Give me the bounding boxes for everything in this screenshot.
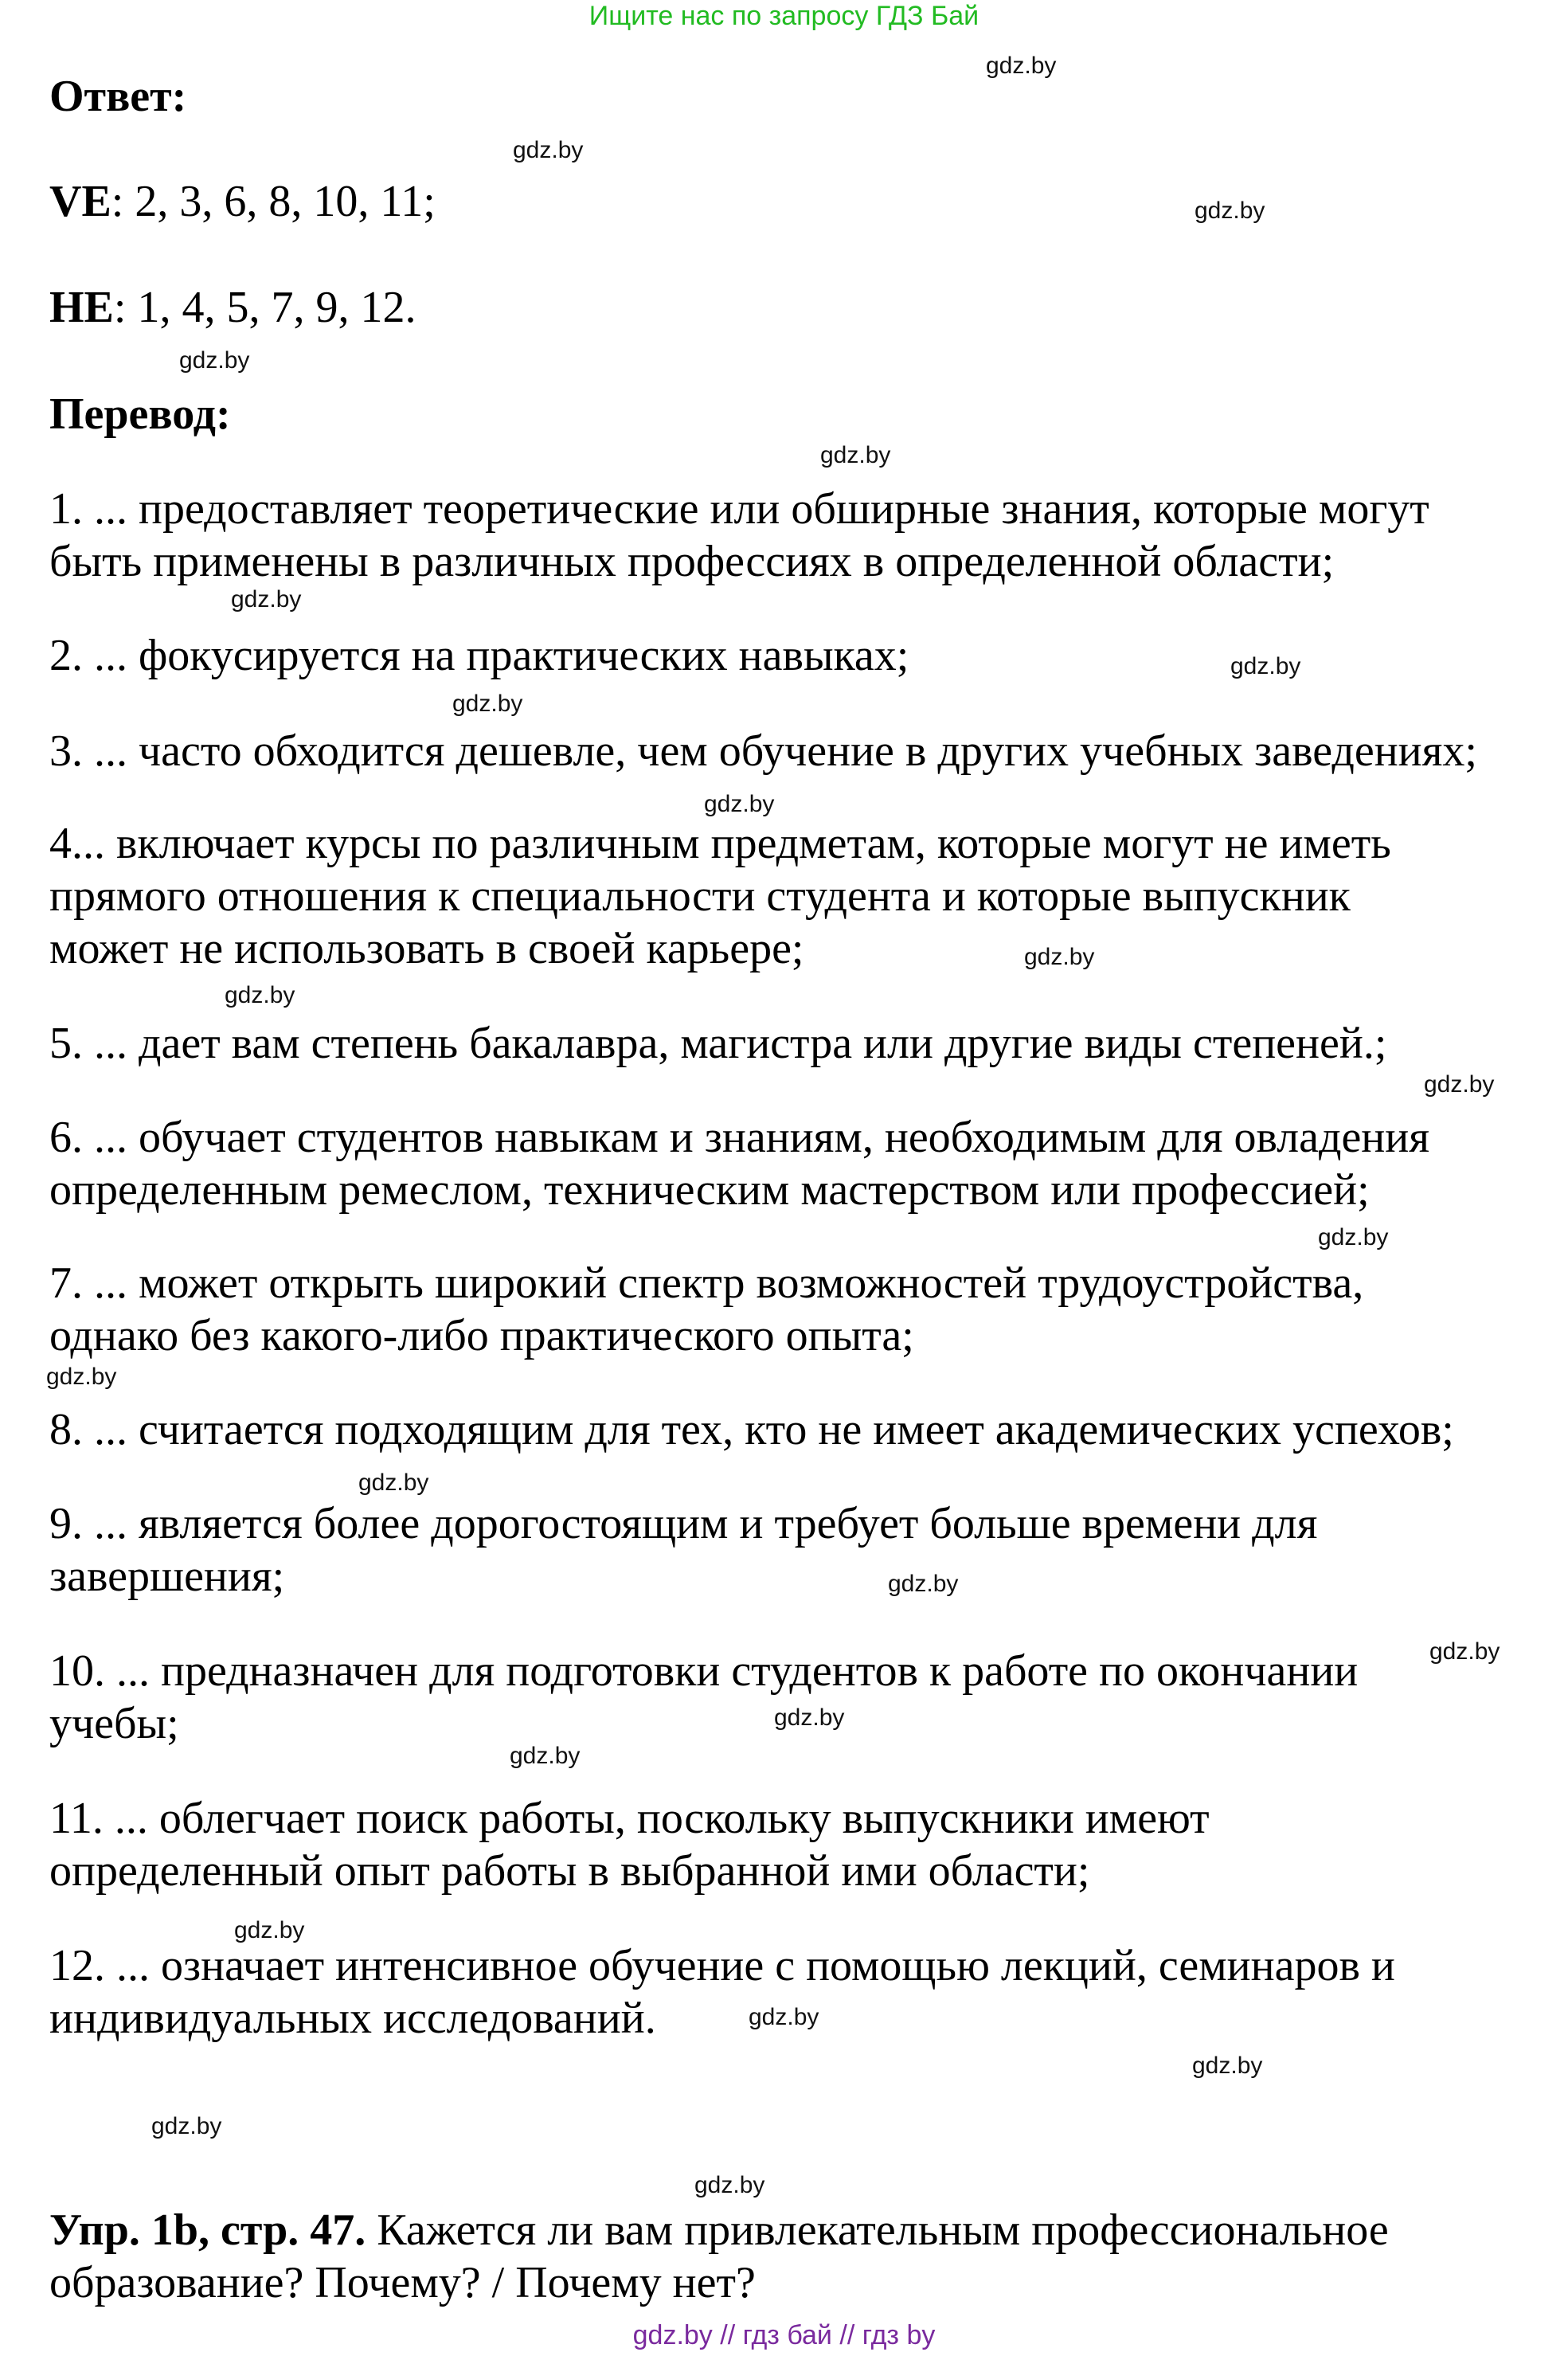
watermark: gdz.by — [452, 691, 523, 717]
watermark: gdz.by — [231, 586, 302, 612]
watermark: gdz.by — [1024, 944, 1095, 970]
list-item-6: 6. ... обучает студентов навыкам и знаниям, необходимым для овладения определенным ремеслом, техническим мастерством или профессией; — [49, 1113, 1429, 1215]
answer-key: HE — [49, 283, 114, 332]
watermark: gdz.by — [1192, 2053, 1263, 2079]
list-item-3: 3. ... часто обходится дешевле, чем обучение в других учебных заведениях; — [49, 726, 1477, 776]
watermark: gdz.by — [1318, 1224, 1389, 1250]
watermark: gdz.by — [179, 347, 250, 374]
answer-heading: Ответ: — [49, 72, 187, 121]
watermark: gdz.by — [694, 2172, 765, 2198]
translation-heading: Перевод: — [49, 389, 231, 439]
list-item-2: 2. ... фокусируется на практических навыках; — [49, 631, 909, 680]
watermark: gdz.by — [225, 982, 295, 1008]
footer-links: gdz.by // гдз бай // гдз by — [632, 2320, 936, 2350]
list-item-10: 10. ... предназначен для подготовки студентов к работе по окончании учебы; — [49, 1646, 1359, 1748]
top-banner: Ищите нас по запросу ГДЗ Бай — [588, 1, 980, 31]
watermark: gdz.by — [513, 137, 584, 163]
answer-value: : 1, 4, 5, 7, 9, 12. — [113, 283, 416, 332]
watermark: gdz.by — [1230, 653, 1301, 679]
list-item-8: 8. ... считается подходящим для тех, кто не имеет академических успехов; — [49, 1405, 1454, 1454]
watermark: gdz.by — [234, 1917, 305, 1943]
watermark: gdz.by — [749, 2004, 819, 2030]
watermark: gdz.by — [820, 442, 891, 468]
list-item-9: 9. ... является более дорогостоящим и требует больше времени для завершения; — [49, 1499, 1318, 1601]
list-item-1: 1. ... предоставляет теоретические или обширные знания, которые могут быть применены в различных профессиях в определенной области; — [49, 484, 1429, 586]
watermark: gdz.by — [1429, 1638, 1500, 1665]
watermark: gdz.by — [510, 1743, 581, 1769]
answer-value: : 2, 3, 6, 8, 10, 11; — [111, 177, 436, 226]
watermark: gdz.by — [986, 53, 1057, 79]
list-item-4: 4... включает курсы по различным предметам, которые могут не иметь прямого отношения к специальности студента и которые выпускник может не использовать в своей карьере; — [49, 819, 1391, 973]
watermark: gdz.by — [774, 1704, 845, 1731]
list-item-11: 11. ... облегчает поиск работы, поскольку выпускники имеют определенный опыт работы в выбранной ими области; — [49, 1794, 1210, 1896]
exercise-question — [49, 2204, 1562, 2309]
answer-he — [49, 281, 416, 334]
watermark: gdz.by — [151, 2113, 222, 2139]
watermark: gdz.by — [46, 1364, 117, 1390]
list-item-5: 5. ... дает вам степень бакалавра, магистра или другие виды степеней.; — [49, 1019, 1387, 1068]
watermark: gdz.by — [1424, 1071, 1495, 1098]
list-item-12: 12. ... означает интенсивное обучение с помощью лекций, семинаров и индивидуальных исследований. — [49, 1941, 1395, 2043]
watermark: gdz.by — [1195, 198, 1265, 224]
list-item-7: 7. ... может открыть широкий спектр возможностей трудоустройства, однако без какого-либо практического опыта; — [49, 1258, 1364, 1360]
exercise-label: Упр. 1b, стр. 47. — [49, 2205, 366, 2255]
answer-key: VE — [49, 177, 111, 226]
exercise-text: Кажется ли вам привлекательным профессиональное образование? Почему? / Почему нет? — [49, 2205, 1389, 2307]
watermark: gdz.by — [888, 1571, 959, 1597]
watermark: gdz.by — [704, 791, 775, 817]
answer-ve — [49, 175, 436, 228]
watermark: gdz.by — [358, 1470, 429, 1496]
